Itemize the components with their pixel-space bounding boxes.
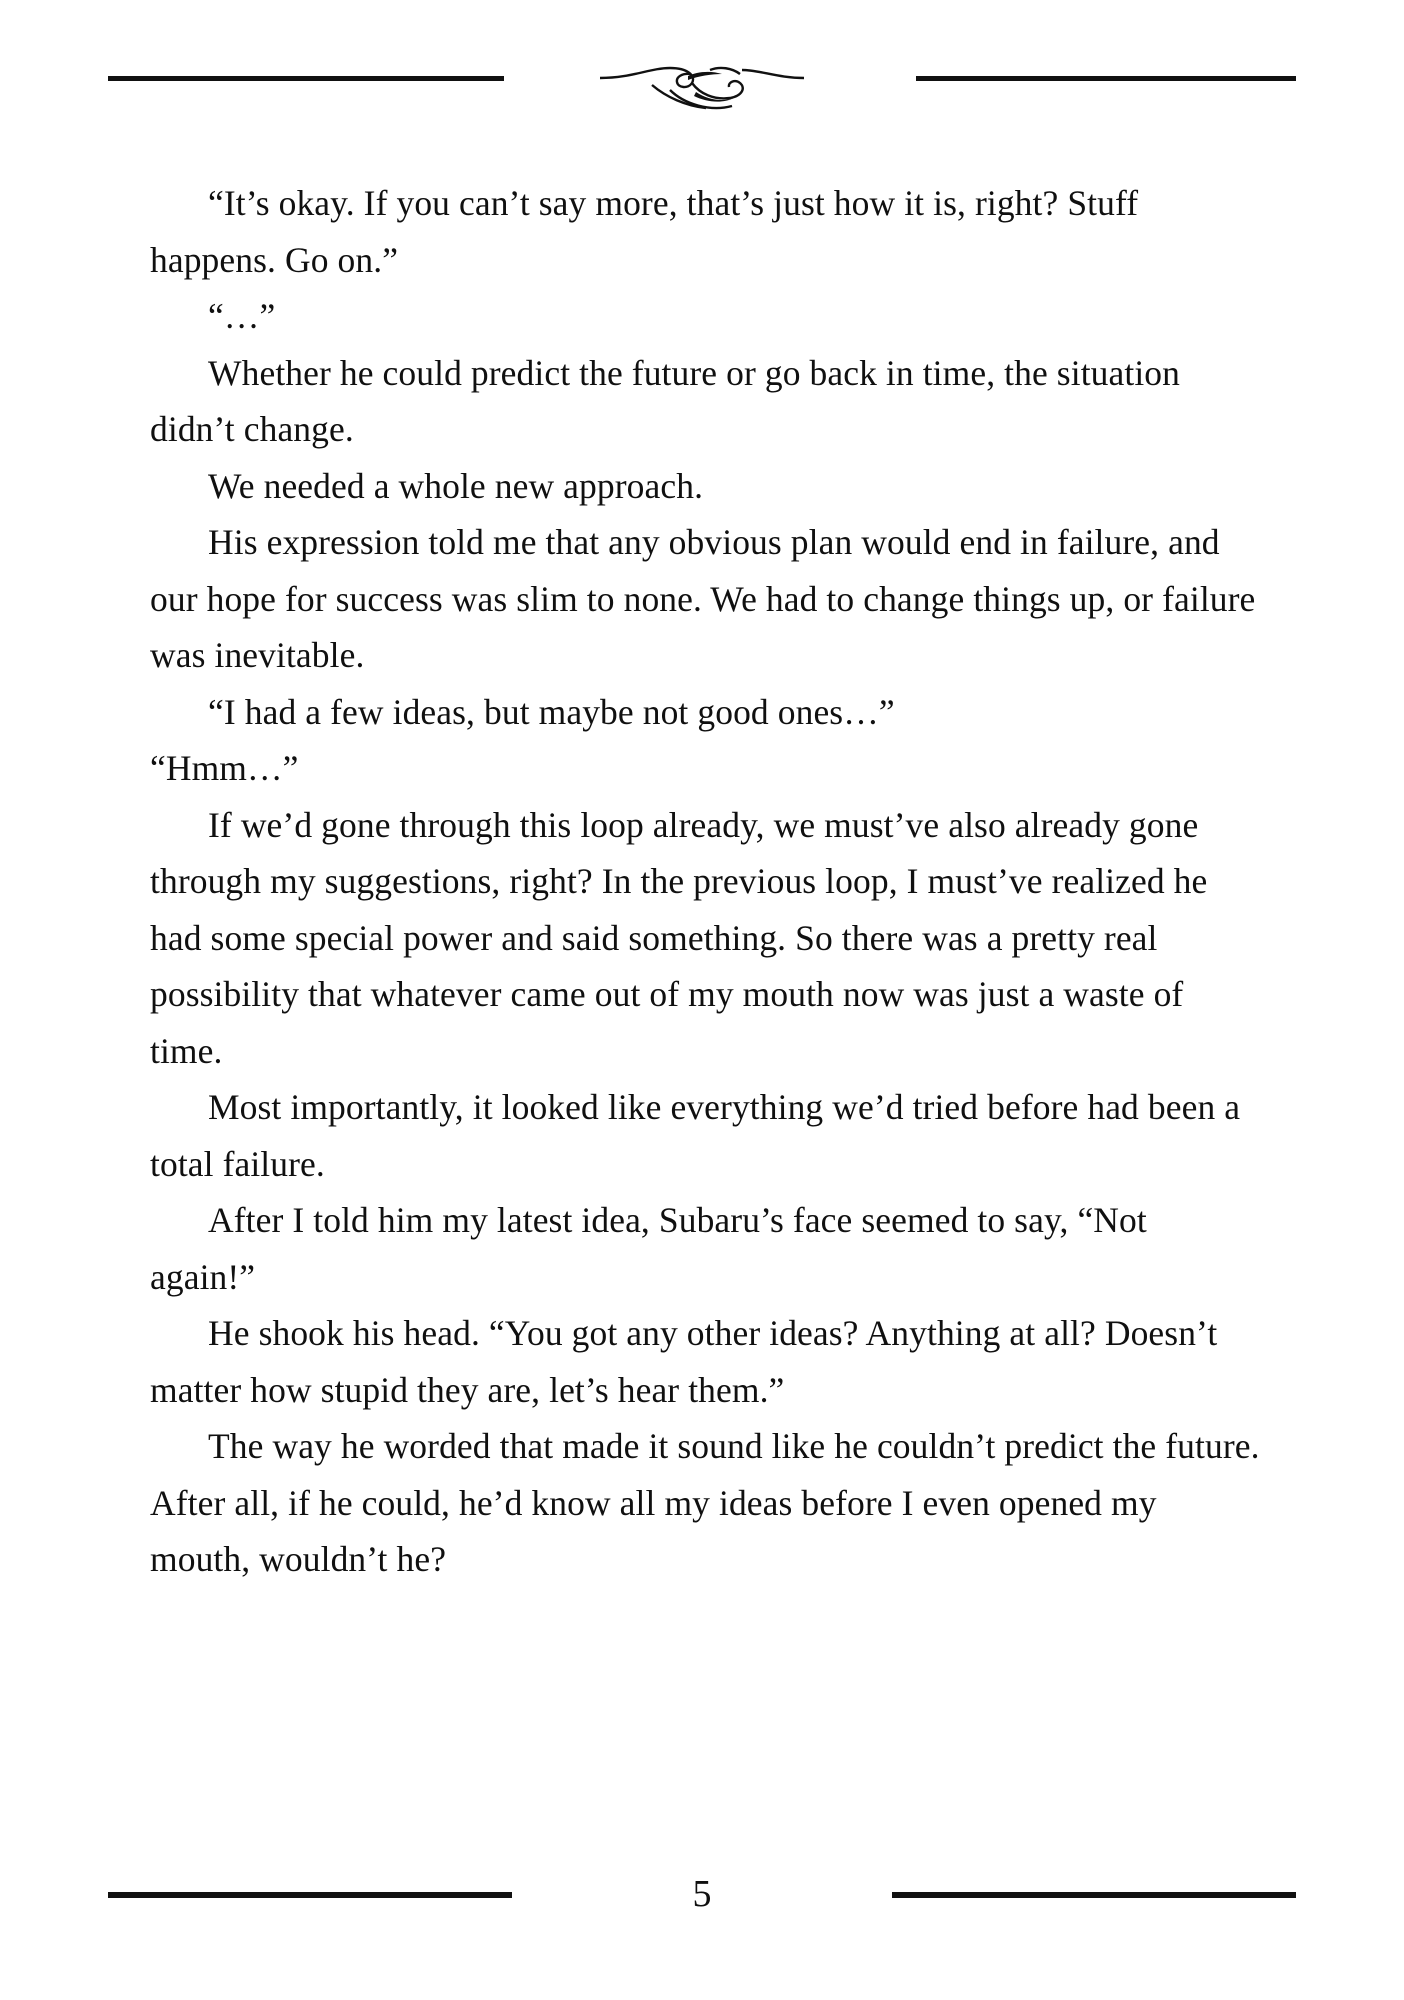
paragraph: “It’s okay. If you can’t say more, that’s just how it is, right? Stuff happens. Go on.” (150, 183, 1148, 280)
paragraph: “I had a few ideas, but maybe not good ones…” (208, 691, 895, 732)
decorative-swirl-divider-icon (592, 52, 812, 122)
page-footer (0, 1866, 1404, 1926)
footer-rule-left (108, 1892, 512, 1898)
paragraph: We needed a whole new approach. (208, 465, 704, 506)
paragraph: The way he worded that made it sound like he couldn’t predict the future. After all, if he could, he’d know all my ideas before I even opened my mouth, wouldn’t he? (150, 1426, 1267, 1579)
page-body-text (150, 175, 1267, 1588)
paragraph: “…” (208, 296, 276, 336)
footer-rule-right (892, 1892, 1296, 1898)
paragraph: “Hmm…” (150, 748, 299, 788)
paragraph: Most importantly, it looked like everything we’d tried before had been a total failure. (150, 1087, 1250, 1184)
header-ornament (0, 52, 1404, 122)
header-rule-right (916, 76, 1296, 81)
paragraph: Whether he could predict the future or go back in time, the situation didn’t change. (150, 352, 1189, 449)
paragraph: After I told him my latest idea, Subaru’s face seemed to say, “Not again!” (150, 1200, 1156, 1297)
paragraph: His expression told me that any obvious plan would end in failure, and our hope for success was slim to none. We had to change things up, or failure was inevitable. (150, 522, 1265, 675)
paragraph: If we’d gone through this loop already, we must’ve also already gone through my suggestions, right? In the previous loop, I must’ve realized he had some special power and said something. So there was a pretty real possibility that whatever came out of my mouth now was just a waste of time. (150, 804, 1217, 1071)
header-rule-left (108, 76, 504, 81)
paragraph: He shook his head. “You got any other ideas? Anything at all? Doesn’t matter how stupid they are, let’s hear them.” (150, 1313, 1227, 1410)
page-number: 5 (692, 1873, 712, 1915)
